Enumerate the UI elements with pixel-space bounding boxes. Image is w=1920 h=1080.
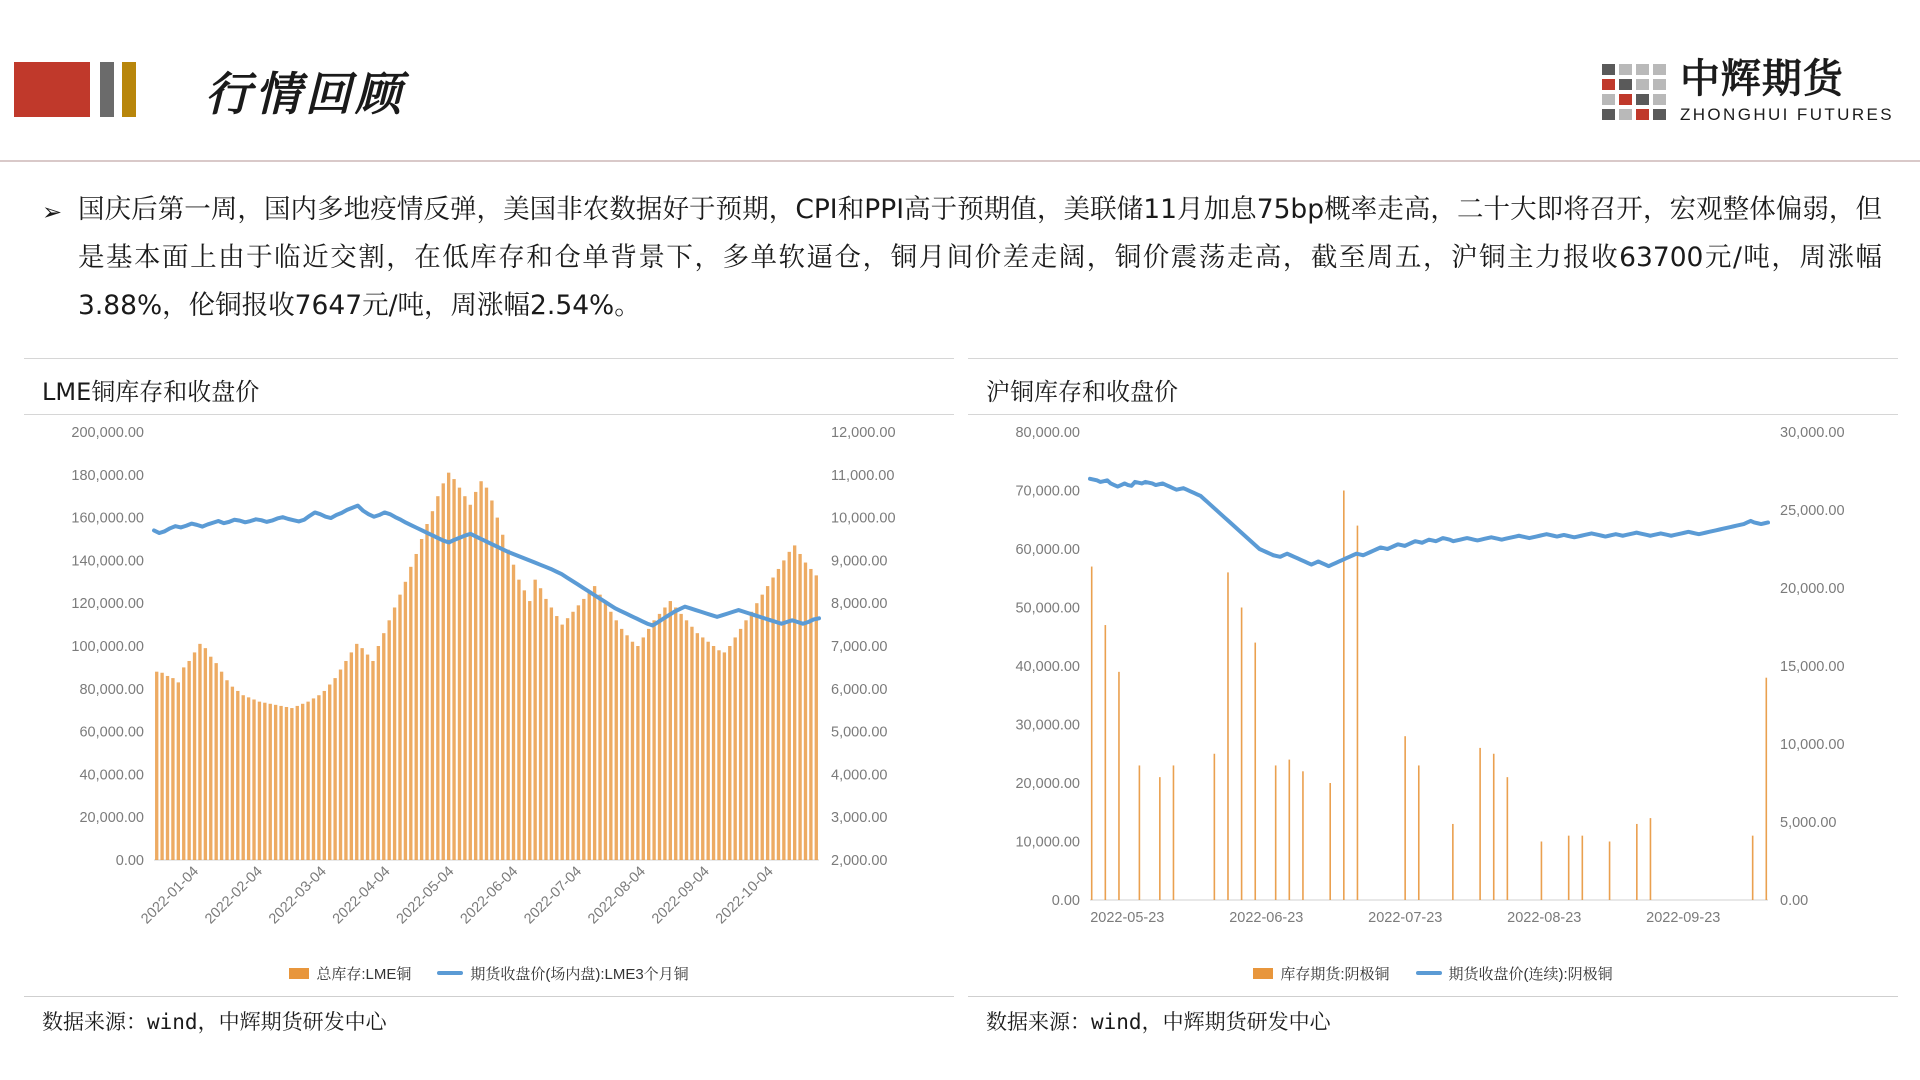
chart-lme	[24, 416, 954, 956]
source-divider-left	[24, 996, 954, 997]
logo-grid-icon	[1602, 64, 1666, 120]
chart-lme-canvas	[24, 416, 954, 956]
legend-bar-swatch-icon	[289, 968, 309, 979]
panel-divider-top	[24, 358, 954, 359]
svg-text:60,000.00: 60,000.00	[1015, 542, 1080, 558]
legend-bar-swatch-icon	[1253, 968, 1273, 979]
panel-shfe-copper	[968, 358, 1898, 1034]
svg-text:2022-01-04: 2022-01-04	[138, 863, 203, 928]
panel-divider-mid	[968, 414, 1898, 415]
legend-line-swatch-icon	[437, 971, 463, 975]
chart-shfe-canvas	[968, 416, 1898, 956]
svg-text:80,000.00: 80,000.00	[1015, 425, 1080, 441]
page-header	[0, 0, 1920, 168]
svg-text:40,000.00: 40,000.00	[1015, 659, 1080, 675]
svg-text:2022-09-23: 2022-09-23	[1646, 910, 1721, 926]
svg-text:2022-02-04: 2022-02-04	[202, 863, 266, 928]
svg-text:2022-07-04: 2022-07-04	[521, 863, 586, 928]
chart-shfe	[968, 416, 1898, 956]
legend-item-bar	[1253, 963, 1389, 984]
legend-bar-label: 总库存:LME铜	[316, 965, 412, 983]
svg-text:3,000.00: 3,000.00	[831, 810, 888, 827]
legend-line-label: 期货收盘价(场内盘):LME3个月铜	[470, 965, 689, 983]
summary-paragraph	[42, 186, 1882, 330]
svg-text:2022-06-04: 2022-06-04	[457, 863, 522, 928]
svg-text:6,000.00: 6,000.00	[831, 681, 888, 698]
svg-text:5,000.00: 5,000.00	[1780, 815, 1837, 831]
logo-name-en: ZHONGHUI FUTURES	[1679, 105, 1894, 124]
panel-divider-mid	[24, 414, 954, 415]
header-accent-gold	[122, 62, 136, 117]
svg-text:50,000.00: 50,000.00	[1015, 600, 1080, 617]
svg-text:25,000.00: 25,000.00	[1780, 503, 1845, 519]
source-divider-right	[968, 996, 1898, 997]
bullet-arrow-icon: ➢	[42, 198, 63, 226]
panel-lme-copper	[24, 358, 954, 1034]
page-title: 行情回顾	[205, 67, 405, 121]
summary-text: 国庆后第一周，国内多地疫情反弹，美国非农数据好于预期，CPI和PPI高于预期值，美联储11月加息75bp概率走高，二十大即将召开，宏观整体偏弱，但是基本面上由于临近交割，在低库存和仓单背景下，多单软逼仓，铜月间价差走阔，铜价震荡走高，截至周五，沪铜主力报收63700元/吨，周涨幅3.88%，伦铜报收7647元/吨，周涨幅2.54%。	[78, 194, 1882, 321]
svg-text:2022-05-04: 2022-05-04	[393, 863, 458, 928]
chart-shfe-legend	[968, 958, 1898, 988]
svg-text:2022-04-04: 2022-04-04	[329, 863, 394, 928]
svg-text:20,000.00: 20,000.00	[1780, 581, 1845, 597]
panel-title-lme: LME铜库存和收盘价	[42, 378, 260, 406]
svg-text:30,000.00: 30,000.00	[1015, 717, 1080, 734]
svg-text:0.00: 0.00	[1780, 893, 1809, 909]
svg-text:12,000.00: 12,000.00	[831, 425, 896, 441]
svg-text:10,000.00: 10,000.00	[1015, 834, 1080, 851]
legend-item-bar	[289, 963, 411, 984]
svg-text:0.00: 0.00	[1051, 893, 1080, 909]
svg-text:100,000.00: 100,000.00	[71, 639, 144, 655]
svg-text:7,000.00: 7,000.00	[831, 639, 888, 655]
legend-item-line	[1416, 963, 1613, 984]
svg-text:20,000.00: 20,000.00	[1015, 776, 1080, 792]
svg-text:2022-06-23: 2022-06-23	[1229, 910, 1304, 926]
svg-text:4,000.00: 4,000.00	[831, 767, 888, 784]
chart-lme-legend	[24, 958, 954, 988]
svg-text:160,000.00: 160,000.00	[71, 510, 144, 527]
panel-title-shfe: 沪铜库存和收盘价	[986, 378, 1178, 406]
svg-text:2022-08-23: 2022-08-23	[1507, 910, 1582, 926]
svg-text:11,000.00: 11,000.00	[831, 467, 895, 484]
svg-text:60,000.00: 60,000.00	[79, 724, 144, 741]
svg-text:2022-09-04: 2022-09-04	[649, 863, 713, 928]
svg-text:10,000.00: 10,000.00	[831, 510, 896, 527]
svg-text:15,000.00: 15,000.00	[1780, 659, 1845, 675]
svg-text:2022-08-04: 2022-08-04	[585, 863, 649, 928]
svg-text:2,000.00: 2,000.00	[831, 853, 888, 869]
legend-bar-label: 库存期货:阴极铜	[1280, 965, 1390, 983]
panel-divider-top	[968, 358, 1898, 359]
logo-name-cn: 中辉期货	[1679, 56, 1844, 102]
svg-text:0.00: 0.00	[115, 853, 144, 869]
legend-line-label: 期货收盘价(连续):阴极铜	[1448, 965, 1613, 983]
svg-text:200,000.00: 200,000.00	[71, 425, 144, 441]
header-divider	[0, 160, 1920, 162]
svg-text:180,000.00: 180,000.00	[71, 467, 144, 484]
svg-text:80,000.00: 80,000.00	[79, 681, 144, 698]
svg-text:2022-10-04: 2022-10-04	[712, 863, 777, 928]
svg-text:40,000.00: 40,000.00	[79, 767, 144, 784]
svg-text:2022-07-23: 2022-07-23	[1368, 910, 1443, 926]
svg-text:140,000.00: 140,000.00	[71, 553, 144, 570]
svg-text:2022-03-04: 2022-03-04	[265, 863, 330, 928]
svg-text:8,000.00: 8,000.00	[831, 596, 888, 613]
header-accent-gray	[100, 62, 114, 117]
svg-text:70,000.00: 70,000.00	[1015, 483, 1080, 500]
legend-line-swatch-icon	[1416, 971, 1442, 975]
company-logo	[1602, 58, 1894, 126]
svg-text:9,000.00: 9,000.00	[831, 553, 888, 570]
svg-text:10,000.00: 10,000.00	[1780, 737, 1845, 753]
legend-item-line	[437, 963, 688, 984]
svg-text:5,000.00: 5,000.00	[831, 724, 888, 741]
svg-text:20,000.00: 20,000.00	[79, 810, 144, 827]
source-note-left: 数据来源：wind，中辉期货研发中心	[42, 1010, 387, 1034]
svg-text:120,000.00: 120,000.00	[71, 596, 144, 613]
header-accent-red	[14, 62, 90, 117]
svg-text:2022-05-23: 2022-05-23	[1090, 910, 1165, 926]
source-note-right: 数据来源：wind，中辉期货研发中心	[986, 1010, 1331, 1034]
svg-text:30,000.00: 30,000.00	[1780, 425, 1845, 441]
